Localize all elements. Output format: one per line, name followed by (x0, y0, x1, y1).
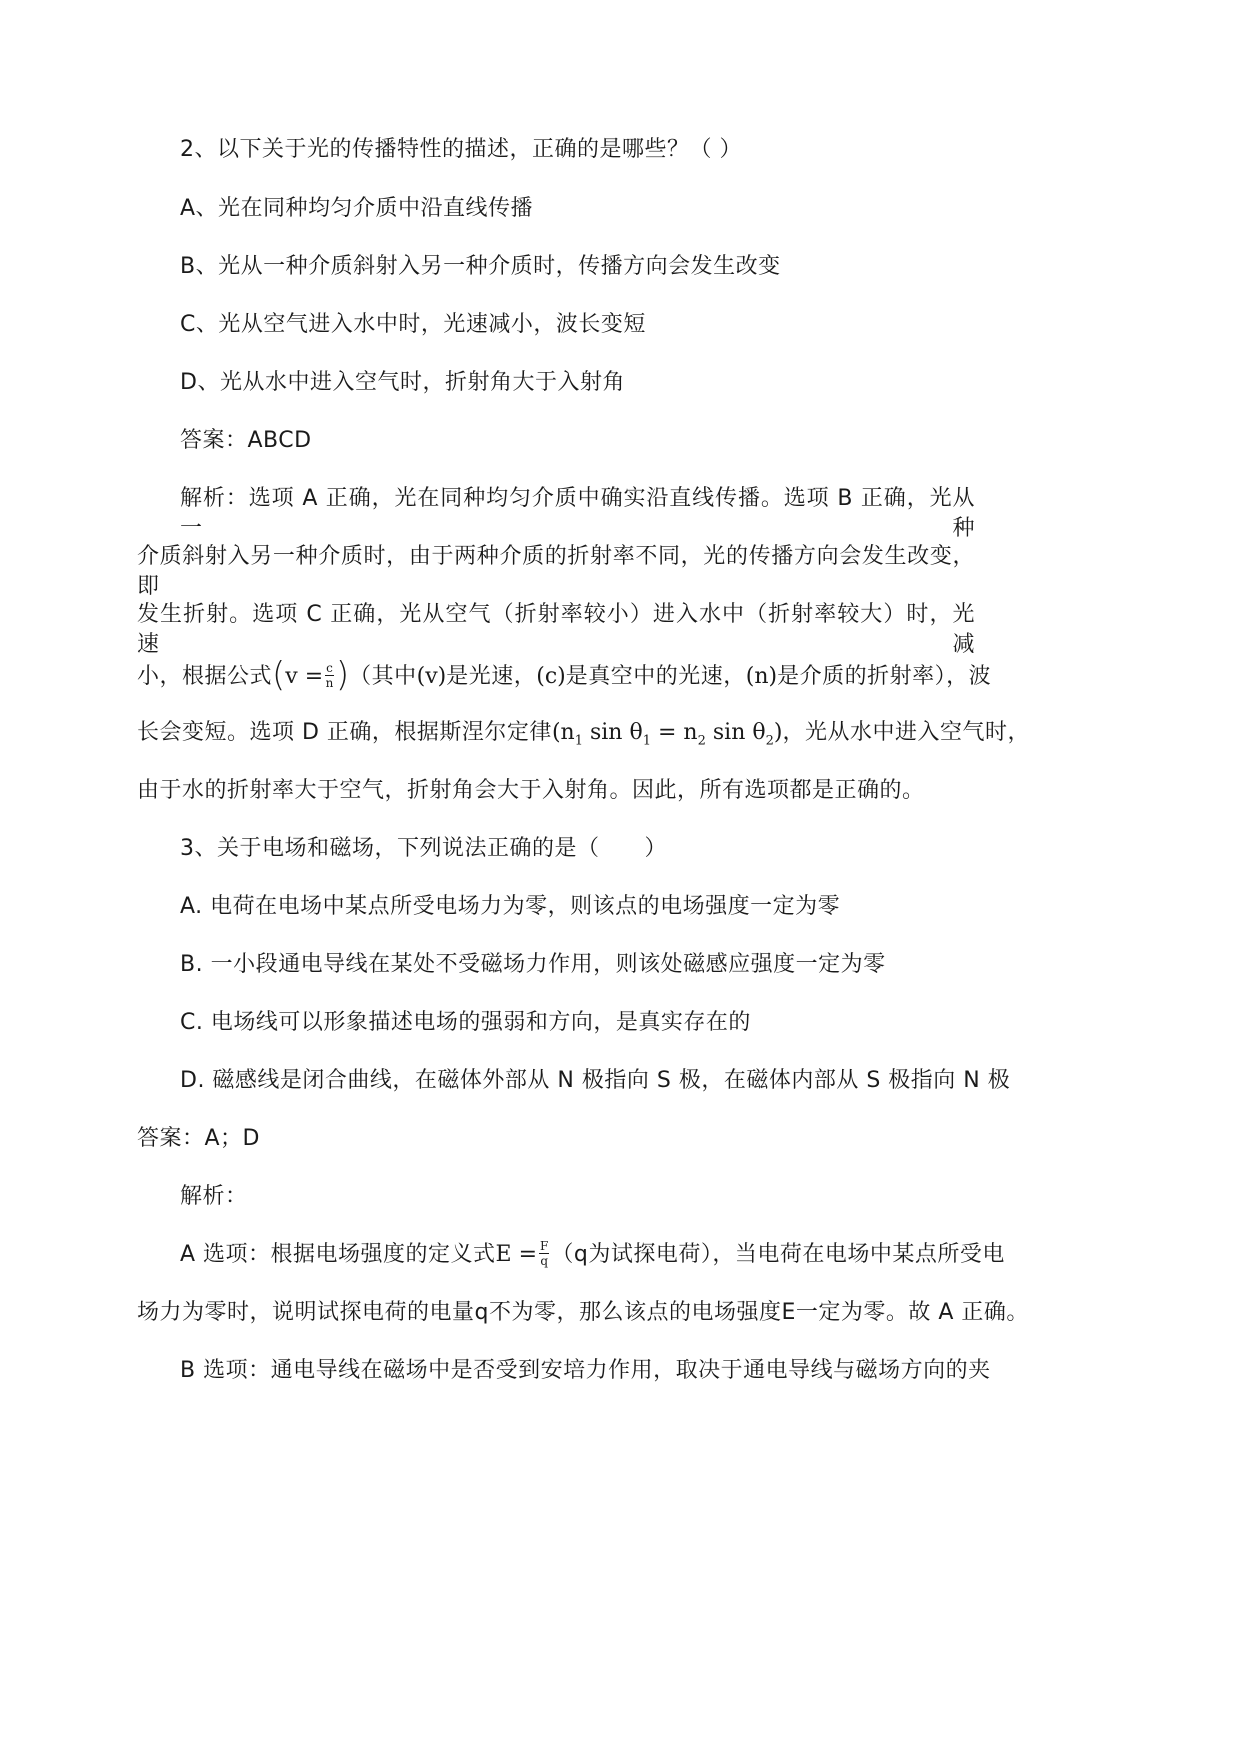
fraction-numerator: c (326, 660, 333, 675)
snell-part: sin θ (705, 720, 766, 745)
symbol-v: (v) (416, 664, 447, 689)
q3-option-d: D. 磁感线是闭合曲线，在磁体外部从 N 极指向 S 极，在磁体内部从 S 极指向 N 极 (180, 1068, 1011, 1093)
q3-analysis-label: 解析： (180, 1184, 248, 1209)
q2-option-d: D、光从水中进入空气时，折射角大于入射角 (180, 370, 625, 395)
text-segment: 长会变短。选项 D 正确，根据斯涅尔定律 (137, 720, 552, 745)
formula-field-strength (495, 1238, 552, 1268)
formula-snell-law (551, 720, 783, 749)
fraction-denominator: q (540, 1253, 549, 1268)
text-segment: 是光速， (446, 664, 537, 689)
formula-lhs: E = (495, 1242, 538, 1267)
text-segment: A 选项：根据电场强度的定义式 (180, 1242, 496, 1267)
formula-wave-speed: (v = $\frac{c}{n}$ ) (272, 655, 350, 695)
q2-analysis-line-4 (137, 655, 992, 695)
snell-part: = n (651, 720, 698, 745)
fraction (325, 662, 334, 689)
formula-lhs: v = (285, 664, 324, 689)
q2-analysis-line-2: 介质斜射入另一种介质时，由于两种介质的折射率不同，光的传播方向会发生改变，即 (137, 544, 975, 599)
snell-subscript: 2 (697, 733, 706, 749)
q2-stem: 2、以下关于光的传播特性的描述，正确的是哪些？（ ） (180, 137, 742, 162)
q2-analysis-line-6: 由于水的折射率大于空气，折射角会大于入射角。因此，所有选项都是正确的。 (137, 778, 925, 803)
fraction-numerator: F (540, 1238, 549, 1253)
symbol-n: (n) (745, 664, 778, 689)
q3-stem: 3、关于电场和磁场，下列说法正确的是（ ） (180, 836, 667, 861)
q2-option-a: A、光在同种均匀介质中沿直线传播 (180, 196, 534, 221)
q2-analysis-line-1: 解析：选项 A 正确，光在同种均匀介质中确实沿直线传播。选项 B 正确，光从一种 (180, 486, 975, 541)
text-segment: （q为试探电荷），当电荷在电场中某点所受电 (551, 1242, 1005, 1267)
q2-analysis-line-5 (137, 718, 1030, 748)
text-segment: 是介质的折射率），波 (777, 664, 992, 689)
text-segment: （其中 (349, 664, 417, 689)
q3-analysis-b-line-1: B 选项：通电导线在磁场中是否受到安培力作用，取决于通电导线与磁场方向的夹 (180, 1358, 991, 1383)
fraction (539, 1240, 549, 1267)
q3-option-c: C. 电场线可以形象描述电场的强弱和方向，是真实存在的 (180, 1010, 751, 1035)
text-segment: ，光从水中进入空气时， (782, 720, 1030, 745)
q2-option-c: C、光从空气进入水中时，光速减小，波长变短 (180, 312, 646, 337)
q3-analysis-a-line-2: 场力为零时，说明试探电荷的电量q不为零，那么该点的电场强度E一定为零。故 A 正确。 (137, 1300, 1029, 1325)
q2-option-b: B、光从一种介质斜射入另一种介质时，传播方向会发生改变 (180, 254, 781, 279)
text-segment: 是真空中的光速， (565, 664, 746, 689)
snell-part: ) (773, 720, 783, 745)
q3-analysis-a-line-1 (180, 1240, 1005, 1270)
snell-part: sin θ (582, 720, 643, 745)
q3-answer: 答案：A；D (137, 1126, 260, 1151)
snell-subscript: 1 (642, 733, 651, 749)
q2-answer: 答案：ABCD (180, 428, 312, 453)
symbol-c: (c) (536, 664, 566, 689)
snell-subscript: 2 (765, 733, 774, 749)
snell-subscript: 1 (574, 733, 583, 749)
snell-part: (n (551, 720, 575, 745)
text-segment: 小，根据公式 (137, 664, 273, 689)
q2-analysis-line-3: 发生折射。选项 C 正确，光从空气（折射率较小）进入水中（折射率较大）时，光速减 (137, 602, 975, 657)
fraction-denominator: n (325, 675, 334, 690)
q3-option-a: A. 电荷在电场中某点所受电场力为零，则该点的电场强度一定为零 (180, 894, 841, 919)
q3-option-b: B. 一小段通电导线在某处不受磁场力作用，则该处磁感应强度一定为零 (180, 952, 886, 977)
